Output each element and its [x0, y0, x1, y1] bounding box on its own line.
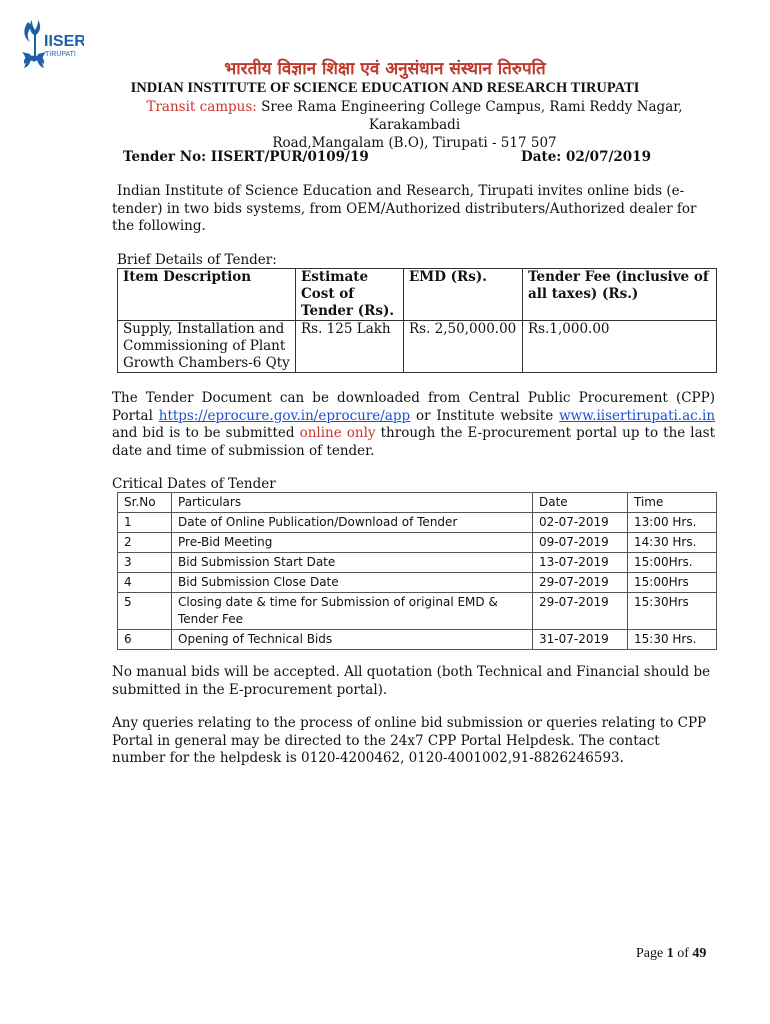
cpp-portal-link[interactable]: https://eprocure.gov.in/eprocure/app — [158, 407, 411, 424]
intro-paragraph: Indian Institute of Science Education and Research, Tirupati invites online bids (e-tender) in two bids systems, from OEM/Authorized distributers/Authorized dealer for the following. — [112, 183, 697, 234]
cell-srno: 5 — [118, 593, 172, 630]
cell-time: 13:00 Hrs. — [628, 513, 717, 533]
col-time: Time — [628, 493, 717, 513]
cell-particulars: Bid Submission Close Date — [172, 573, 533, 593]
hindi-institute-title: भारतीय विज्ञान शिक्षा एवं अनुसंधान संस्थान तिरुपति — [224, 59, 546, 79]
col-srno: Sr.No — [118, 493, 172, 513]
queries-note: Any queries relating to the process of online bid submission or queries relating to CPP Portal in general may be directed to the 24x7 CPP Portal Helpdesk. The contact number for the helpdesk is 0120-4200462, 0120-4001002,91-8826246593. — [112, 715, 707, 766]
download-text-1: The Tender Document can be downloaded from Central Public Procurement (CPP) Portal — [112, 390, 715, 424]
cell-particulars: Closing date & time for Submission of original EMD & Tender Fee — [172, 593, 533, 630]
brief-details-table — [117, 268, 717, 373]
page-label: Page — [636, 946, 664, 961]
cell-item-description: Supply, Installation and Commissioning of Plant Growth Chambers-6 Qty — [118, 321, 296, 373]
critical-dates-heading: Critical Dates of Tender — [112, 476, 276, 492]
cell-time: 15:30Hrs — [628, 593, 717, 630]
critical-dates-table — [117, 492, 717, 650]
col-tender-fee: Tender Fee (inclusive of all taxes) (Rs.) — [523, 269, 717, 321]
cell-srno: 3 — [118, 553, 172, 573]
manual-bids-note: No manual bids will be accepted. All quotation (both Technical and Financial should be submitted in the E-procurement portal). — [112, 664, 711, 698]
cell-time: 14:30 Hrs. — [628, 533, 717, 553]
cell-srno: 4 — [118, 573, 172, 593]
col-particulars: Particulars — [172, 493, 533, 513]
cell-srno: 2 — [118, 533, 172, 553]
cell-particulars: Date of Online Publication/Download of Tender — [172, 513, 533, 533]
institute-website-link[interactable]: www.iisertirupati.ac.in — [559, 407, 716, 424]
page-current: 1 — [666, 946, 674, 961]
download-text-3: and bid is to be submitted — [112, 425, 295, 441]
cell-date: 29-07-2019 — [533, 593, 628, 630]
cell-particulars: Bid Submission Start Date — [172, 553, 533, 573]
col-item-description: Item Description — [118, 269, 296, 321]
page-number — [636, 946, 706, 962]
institute-name: INDIAN INSTITUTE OF SCIENCE EDUCATION AND RESEARCH TIRUPATI — [130, 80, 640, 96]
cell-srno: 1 — [118, 513, 172, 533]
cell-time: 15:00Hrs — [628, 573, 717, 593]
download-paragraph — [112, 390, 715, 460]
cell-estimate-cost: Rs. 125 Lakh — [296, 321, 404, 373]
cell-srno: 6 — [118, 630, 172, 650]
brief-heading: Brief Details of Tender: — [117, 252, 277, 268]
tender-number: Tender No: IISERT/PUR/0109/19 — [123, 149, 369, 165]
col-date: Date — [533, 493, 628, 513]
download-text-4: through the E-procurement portal up to the last date and time of submission of tender. — [112, 425, 716, 459]
table-header-row — [118, 493, 717, 513]
cell-time: 15:30 Hrs. — [628, 630, 717, 650]
page-of: of — [677, 946, 689, 961]
table-row — [118, 513, 717, 533]
table-row — [118, 573, 717, 593]
cell-date: 09-07-2019 — [533, 533, 628, 553]
cell-date: 13-07-2019 — [533, 553, 628, 573]
transit-label: Transit campus: — [146, 99, 257, 115]
download-text-2: or Institute website — [415, 407, 554, 424]
cell-particulars: Opening of Technical Bids — [172, 630, 533, 650]
cell-date: 02-07-2019 — [533, 513, 628, 533]
cell-date: 29-07-2019 — [533, 573, 628, 593]
table-row — [118, 630, 717, 650]
page-total: 49 — [692, 946, 707, 961]
address-line-2: Road,Mangalam (B.O), Tirupati - 517 507 — [272, 135, 557, 151]
cell-emd: Rs. 2,50,000.00 — [404, 321, 523, 373]
cell-particulars: Pre-Bid Meeting — [172, 533, 533, 553]
table-row — [118, 553, 717, 573]
col-estimate-cost: Estimate Cost of Tender (Rs). — [296, 269, 404, 321]
table-row — [118, 533, 717, 553]
address-block — [112, 98, 717, 152]
online-only-highlight: online only — [299, 425, 376, 441]
table-row — [118, 593, 717, 630]
cell-time: 15:00Hrs. — [628, 553, 717, 573]
table-header-row — [118, 269, 717, 321]
col-emd: EMD (Rs). — [404, 269, 523, 321]
logo-wordmark: IISER — [44, 33, 84, 50]
address-line-1: Sree Rama Engineering College Campus, Rami Reddy Nagar, Karakambadi — [261, 99, 683, 133]
logo-subtext: TIRUPATI — [45, 51, 76, 58]
table-row — [118, 321, 717, 373]
tender-date: Date: 02/07/2019 — [521, 149, 651, 165]
cell-date: 31-07-2019 — [533, 630, 628, 650]
cell-tender-fee: Rs.1,000.00 — [523, 321, 717, 373]
